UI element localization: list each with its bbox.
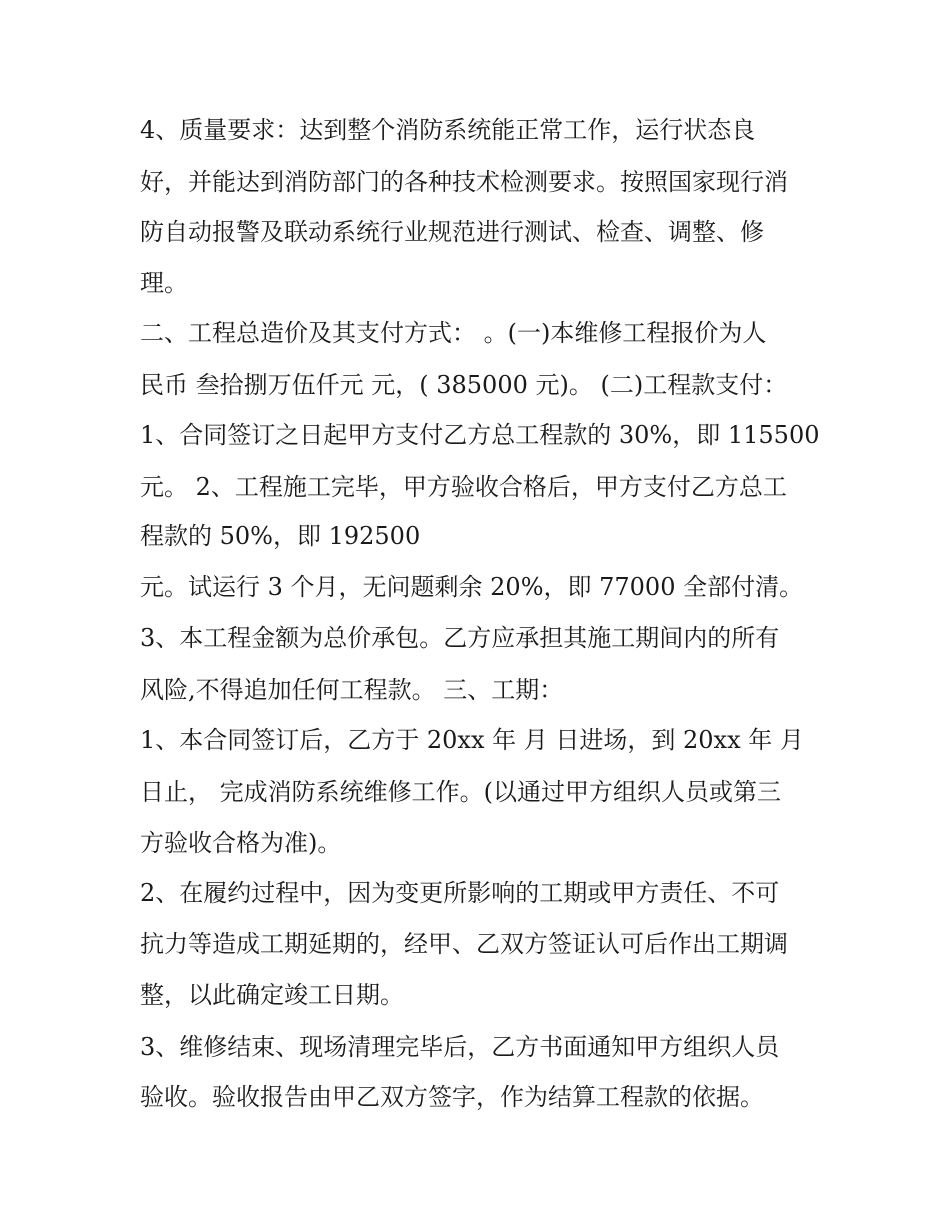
text-line: 1、本合同签订后，乙方于 20xx 年 月 日进场，到 20xx 年 月	[140, 726, 804, 754]
text-line: 风险,不得追加任何工程款。 三、工期：	[140, 676, 564, 704]
text-line: 整，以此确定竣工日期。	[140, 981, 404, 1009]
text-line: 日止， 完成消防系统维修工作。(以通过甲方组织人员或第三	[140, 778, 781, 806]
text-line: 民币 叁拾捌万伍仟元 元，( 385000 元)。 (二)工程款支付：	[140, 371, 788, 399]
text-line: 3、本工程金额为总价承包。乙方应承担其施工期间内的所有	[140, 624, 780, 652]
text-line: 防自动报警及联动系统行业规范进行测试、检查、调整、修	[140, 218, 764, 246]
text-line: 1、合同签订之日起甲方支付乙方总工程款的 30%，即 115500	[140, 421, 820, 449]
text-line: 好，并能达到消防部门的各种技术检测要求。按照国家现行消	[140, 168, 788, 196]
text-line: 3、维修结束、现场清理完毕后，乙方书面通知甲方组织人员	[140, 1033, 780, 1061]
text-line: 4、质量要求：达到整个消防系统能正常工作，运行状态良	[140, 116, 756, 144]
text-line: 方验收合格为准)。	[140, 829, 342, 857]
text-line: 程款的 50%，即 192500	[140, 522, 421, 550]
text-line: 二、工程总造价及其支付方式： 。(一)本维修工程报价为人	[140, 319, 767, 347]
text-line: 理。	[140, 269, 188, 297]
text-line: 2、在履约过程中，因为变更所影响的工期或甲方责任、不可	[140, 879, 780, 907]
text-line: 抗力等造成工期延期的，经甲、乙双方签证认可后作出工期调	[140, 930, 788, 958]
text-line: 元。试运行 3 个月，无问题剩余 20%，即 77000 全部付清。	[140, 573, 804, 601]
text-line: 元。 2、工程施工完毕，甲方验收合格后，甲方支付乙方总工	[140, 473, 787, 501]
text-line: 验收。验收报告由甲乙双方签字，作为结算工程款的依据。	[140, 1083, 764, 1111]
